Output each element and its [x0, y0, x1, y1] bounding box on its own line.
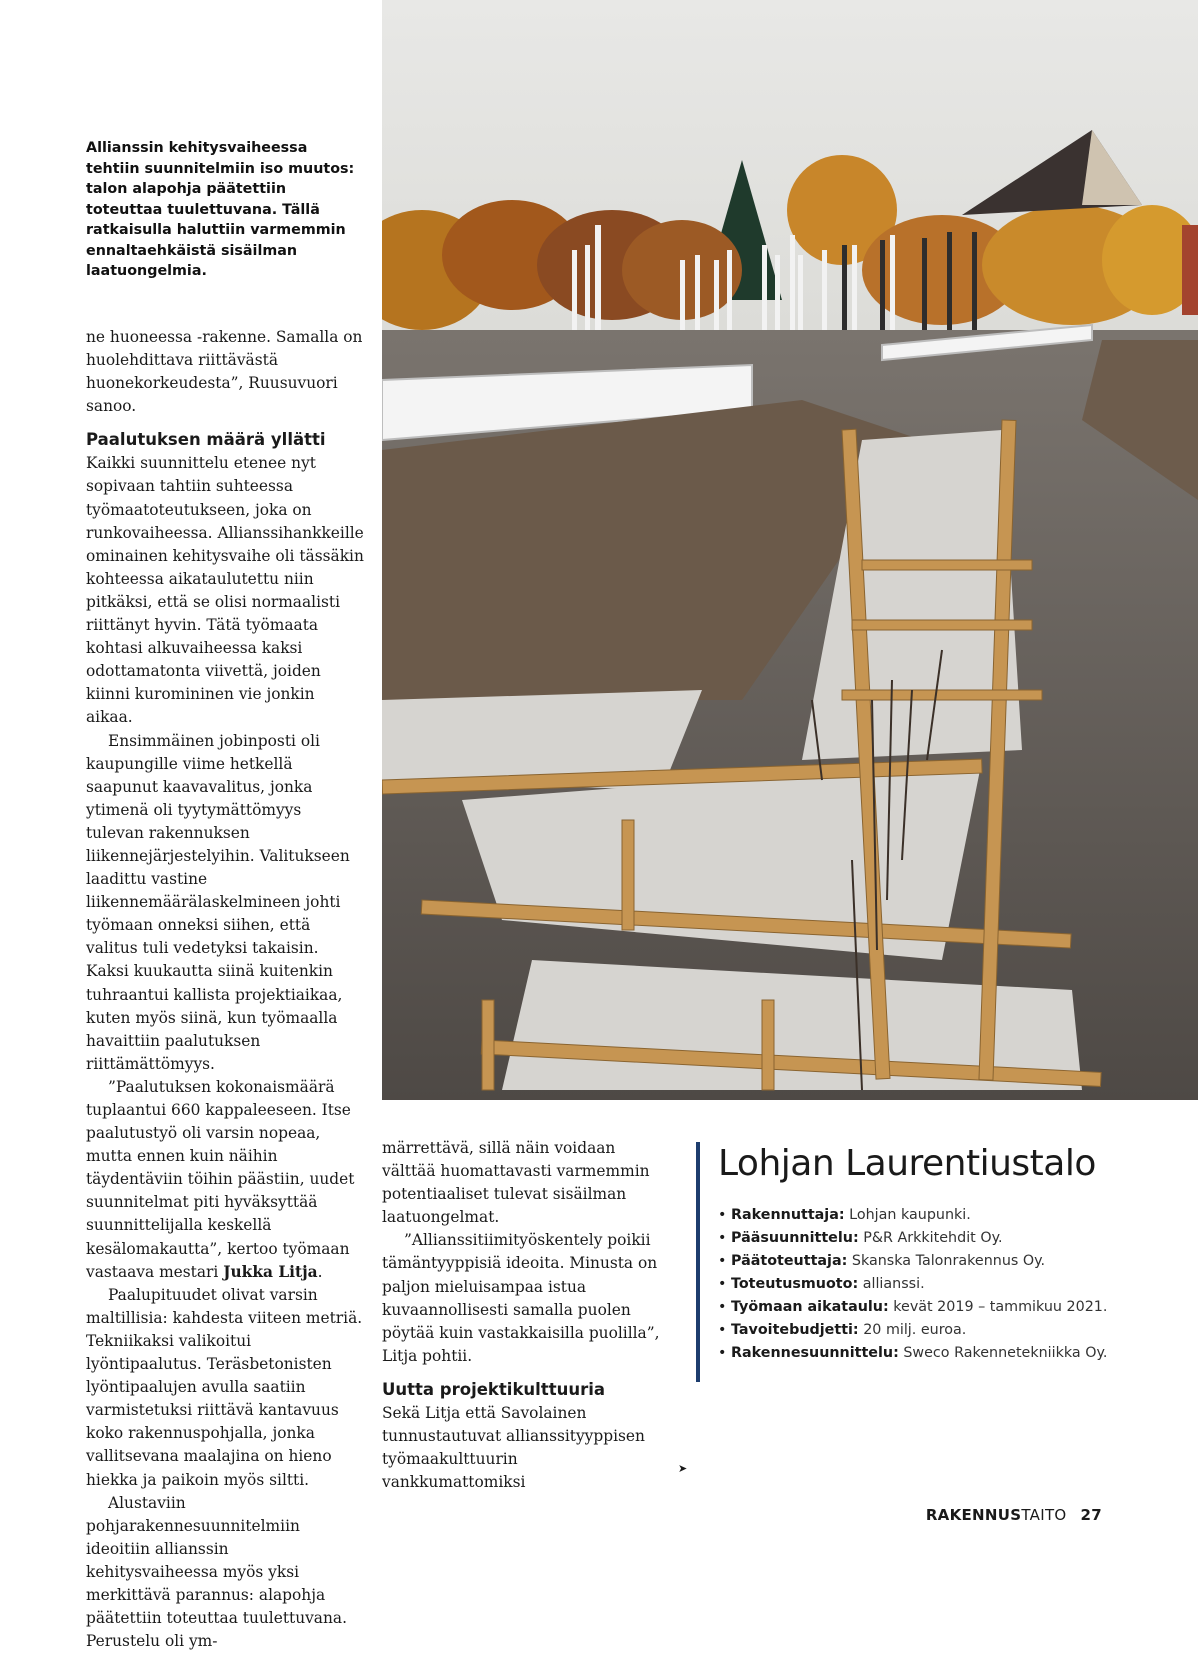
- bullet: •: [718, 1253, 727, 1269]
- fact-value: allianssi.: [858, 1276, 925, 1292]
- bullet: •: [718, 1230, 727, 1246]
- article-column-1: [86, 326, 364, 1653]
- paragraph: ”Allianssitiimityöskentely poikii tämäntyyppisiä ideoita. Minusta on paljon mieluisampaa istua kuvaannollisesti samalla puolen pöytää kuin vastakkaisilla puolilla”, Litja pohtii.: [382, 1231, 660, 1365]
- fact-label: Tavoitebudjetti:: [730, 1322, 859, 1338]
- paragraph: märrettävä, sillä näin voidaan välttää huomattavasti varmemmin potentiaaliset tulevat sisäilman laatuongelmat.: [382, 1139, 650, 1227]
- paragraph: Alustaviin pohjarakennesuunnitelmiin ideoitiin allianssin kehitysvaiheessa myös yksi merkittävä parannus: alapohja päätettiin toteuttaa tuulettuvana. Perustelu oli ym-: [86, 1493, 347, 1651]
- fact-label: Toteutusmuoto:: [730, 1276, 859, 1292]
- fact-value: Lohjan kaupunki.: [844, 1207, 971, 1223]
- fact-item: [718, 1273, 1107, 1296]
- fact-value: 20 milj. euroa.: [858, 1322, 967, 1338]
- paragraph: Ensimmäinen jobinposti oli kaupungille viime hetkellä saapunut kaavavalitus, jonka ytimenä oli tyytymättömyys tulevan rakennuksen liikennejärjestelyihin. Valitukseen laadittu vastine liikennemäärälaskelmineen johti työmaan onneksi siihen, että valitus tuli vedetyksi takaisin. Kaksi kuukautta siinä kuitenkin tuhraantui kallista projektiaikaa, kuten myös siinä, kun työmaalla havaittiin paalutuksen riittämättömyys.: [86, 731, 350, 1073]
- page-footer: [926, 1506, 1102, 1524]
- fact-item: [718, 1227, 1107, 1250]
- quote-text: ”Paalutuksen kokonaismäärä tuplaantui 660 kappaleeseen. Itse paalutustyö oli varsin nopeaa, mutta ennen kuin näihin täydentäviin töihin päästiin, uudet suunnitelmat piti hyväksyttää suunnittelijalla keskellä kesälomakautta”, kertoo työmaan vastaava mestari: [86, 1077, 355, 1281]
- fact-value: kevät 2019 – tammikuu 2021.: [888, 1299, 1108, 1315]
- bullet: •: [718, 1322, 727, 1338]
- fact-label: Rakennuttaja:: [730, 1207, 845, 1223]
- section-heading: Uutta projektikulttuuria: [382, 1379, 606, 1399]
- fact-box-title: Lohjan Laurentiustalo: [718, 1143, 1096, 1184]
- page-number: 27: [1080, 1506, 1102, 1524]
- fact-label: Päätoteuttaja:: [730, 1253, 848, 1269]
- continue-arrow-icon: ➤: [678, 1462, 688, 1475]
- fact-label: Työmaan aikataulu:: [730, 1299, 889, 1315]
- fact-item: [718, 1296, 1107, 1319]
- paragraph: Sekä Litja että Savolainen tunnustautuvat allianssityyppisen työmaakulttuurin vankkumattomiksi: [382, 1403, 645, 1492]
- bullet: •: [718, 1299, 727, 1315]
- magazine-name-light: TAITO: [1021, 1506, 1067, 1524]
- article-column-2: [382, 1137, 664, 1494]
- fact-value: Skanska Talonrakennus Oy.: [847, 1253, 1046, 1269]
- bullet: •: [718, 1207, 727, 1223]
- fact-list: [718, 1204, 1107, 1365]
- fact-label: Pääsuunnittelu:: [730, 1230, 859, 1246]
- paragraph: Kaikki suunnittelu etenee nyt sopivaan tahtiin suhteessa työmaatoteutukseen, joka on runkovaiheessa. Allianssihankkeille ominainen kehitysvaihe oli tässäkin kohteessa aikataulutettu niin pitkäksi, että se olisi normaalisti riittänyt hyvin. Tätä työmaata kohtasi alkuvaiheessa kaksi odottamatonta viivettä, joiden kiinni kuromininen vie jonkin aikaa.: [86, 454, 364, 727]
- paragraph: [86, 1076, 364, 1284]
- fact-item: [718, 1250, 1107, 1273]
- person-name: Jukka Litja: [223, 1262, 318, 1281]
- foundation-formwork-illustration: [382, 0, 1198, 1100]
- fact-value: P&R Arkkitehdit Oy.: [858, 1230, 1003, 1246]
- photo-caption: Allianssin kehitysvaiheessa tehtiin suunnitelmiin iso muutos: talon alapohja päätettiin toteuttaa tuulettuvana. Tällä ratkaisulla haluttiin varmemmin ennaltaehkäistä sisäilman laatuongelmia.: [86, 140, 355, 279]
- bullet: •: [718, 1276, 727, 1292]
- paragraph: Paalupituudet olivat varsin maltillisia: kahdesta viiteen metriä. Tekniikaksi valikoitui lyöntipaalutus. Teräsbetonisten lyöntipaalujen avulla saatiin varmistetuksi riittävä kantavuus koko rakennuspohjalla, jonka vallitsevana maalajina on hieno hiekka ja paikoin myös siltti.: [86, 1285, 363, 1489]
- fact-value: Sweco Rakennetekniikka Oy.: [898, 1345, 1108, 1361]
- fact-label: Rakennesuunnittelu:: [730, 1345, 899, 1361]
- fact-box-accent-bar: [696, 1142, 700, 1382]
- paragraph: ne huoneessa -rakenne. Samalla on huolehdittava riittävästä huonekorkeudesta”, Ruusuvuori sanoo.: [86, 328, 363, 416]
- magazine-name-bold: RAKENNUS: [925, 1506, 1022, 1524]
- bullet: •: [718, 1345, 727, 1361]
- fact-item: [718, 1342, 1107, 1365]
- fact-item: [718, 1319, 1107, 1342]
- punctuation: .: [317, 1262, 323, 1281]
- section-heading: Paalutuksen määrä yllätti: [86, 430, 326, 450]
- construction-site-photo: [382, 0, 1198, 1100]
- fact-item: [718, 1204, 1107, 1227]
